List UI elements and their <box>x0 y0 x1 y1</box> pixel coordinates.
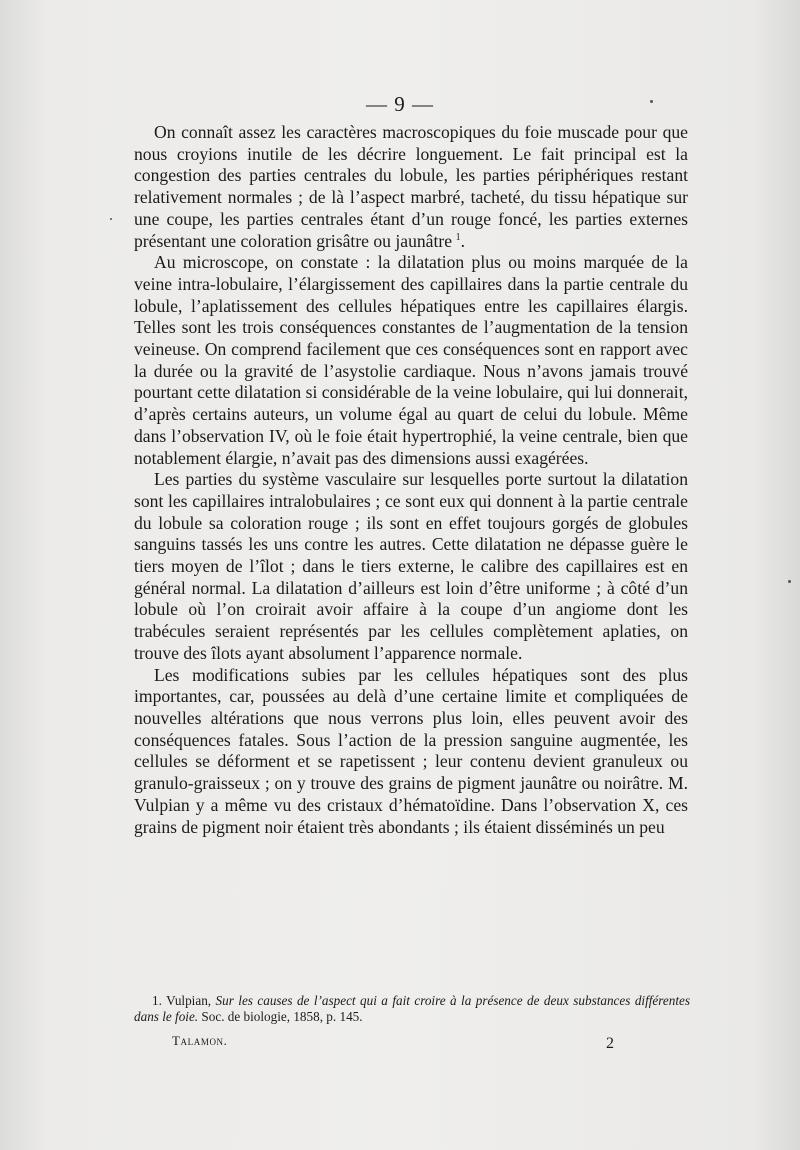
signature-number: 2 <box>606 1035 614 1052</box>
paper-speck <box>110 218 112 220</box>
paragraph-2: Au microscope, on constate : la dilatation plus ou moins marquée de la veine intra-lobulaire, l’élargissement des capillaires dans la partie centrale du lobule, l’aplatissement des cellules hépatiques entre les capillaires élargis. Telles sont les trois conséquences constantes de l’augmentation de la tension veineuse. On comprend facilement que ces conséquences sont en rapport avec la durée ou la gravité de l’asystolie cardiaque. Nous n’avons jamais trouvé pourtant cette dilatation si considérable de la veine lobulaire, qui lui donnerait, d’après certains auteurs, un volume égal au quart de celui du lobule. Même dans l’observation IV, où le foie était hypertrophié, la veine centrale, bien que notablement élargie, n’avait pas des dimensions aussi exagérées. <box>134 252 688 468</box>
paragraph-4: Les modifications subies par les cellules hépatiques sont des plus importantes, car, poussées au delà d’une certaine limite et compliquées de nouvelles altérations que nous verrons plus loin, elles peuvent avoir des conséquences fatales. Sous l’action de la pression sanguine augmentée, les cellules se déforment et se rapetissent ; leur contenu devient granuleux ou granulo-graisseux ; on y trouve des grains de pigment jaunâtre ou noirâtre. M. Vulpian y a même vu des cristaux d’hématoïdine. Dans l’observation X, ces grains de pigment noir étaient très abondants ; ils étaient disséminés un peu <box>134 664 688 837</box>
paragraph-1-text: On connaît assez les caractères macroscopiques du foie muscade pour que nous croyions inutile de les décrire longuement. Le fait principal est la congestion des parties centrales du lobule, les parties périphériques restant relativement normales ; de là l’aspect marbré, tacheté, du tissu hépatique sur une coupe, les parties centrales étant d’un rouge foncé, les parties externes présentant une coloration grisâtre ou jaunâtre <box>134 122 688 251</box>
footnote-source: Soc. de biologie, 1858, p. 145. <box>201 1009 363 1024</box>
paragraph-1 <box>134 122 688 252</box>
body-text <box>134 122 688 838</box>
paper-speck <box>650 100 653 103</box>
paragraph-3: Les parties du système vasculaire sur lesquelles porte surtout la dilatation sont les capillaires intralobulaires ; ce sont eux qui donnent à la partie centrale du lobule sa coloration rouge ; ils sont en effet toujours gorgés de globules sanguins tassés les uns contre les autres. Cette dilatation ne dépasse guère le tiers moyen de l’îlot ; dans le tiers externe, le calibre des capillaires est en général normal. La dilatation d’ailleurs est loin d’être uniforme ; à côté d’un lobule où l’on croirait avoir affaire à la coupe d’un angiome dont les trabécules seraient représentés par les cellules complètement aplaties, on trouve des îlots ayant absolument l’apparence normale. <box>134 469 688 663</box>
page-number-header: — 9 — <box>366 92 434 116</box>
footnote-text <box>134 993 690 1025</box>
footnote <box>134 993 690 1025</box>
footnote-number: 1. <box>152 993 162 1008</box>
paper-speck <box>788 580 791 583</box>
signature-mark: Talamon. <box>172 1033 228 1048</box>
paragraph-1-end: . <box>460 230 465 251</box>
footnote-reference: 1 <box>455 231 461 243</box>
footnote-title: Sur les causes de l’aspect qui a fait croire à la présence de deux substances différentes dans le foie. <box>134 993 690 1024</box>
footnote-author: Vulpian, <box>166 993 212 1008</box>
